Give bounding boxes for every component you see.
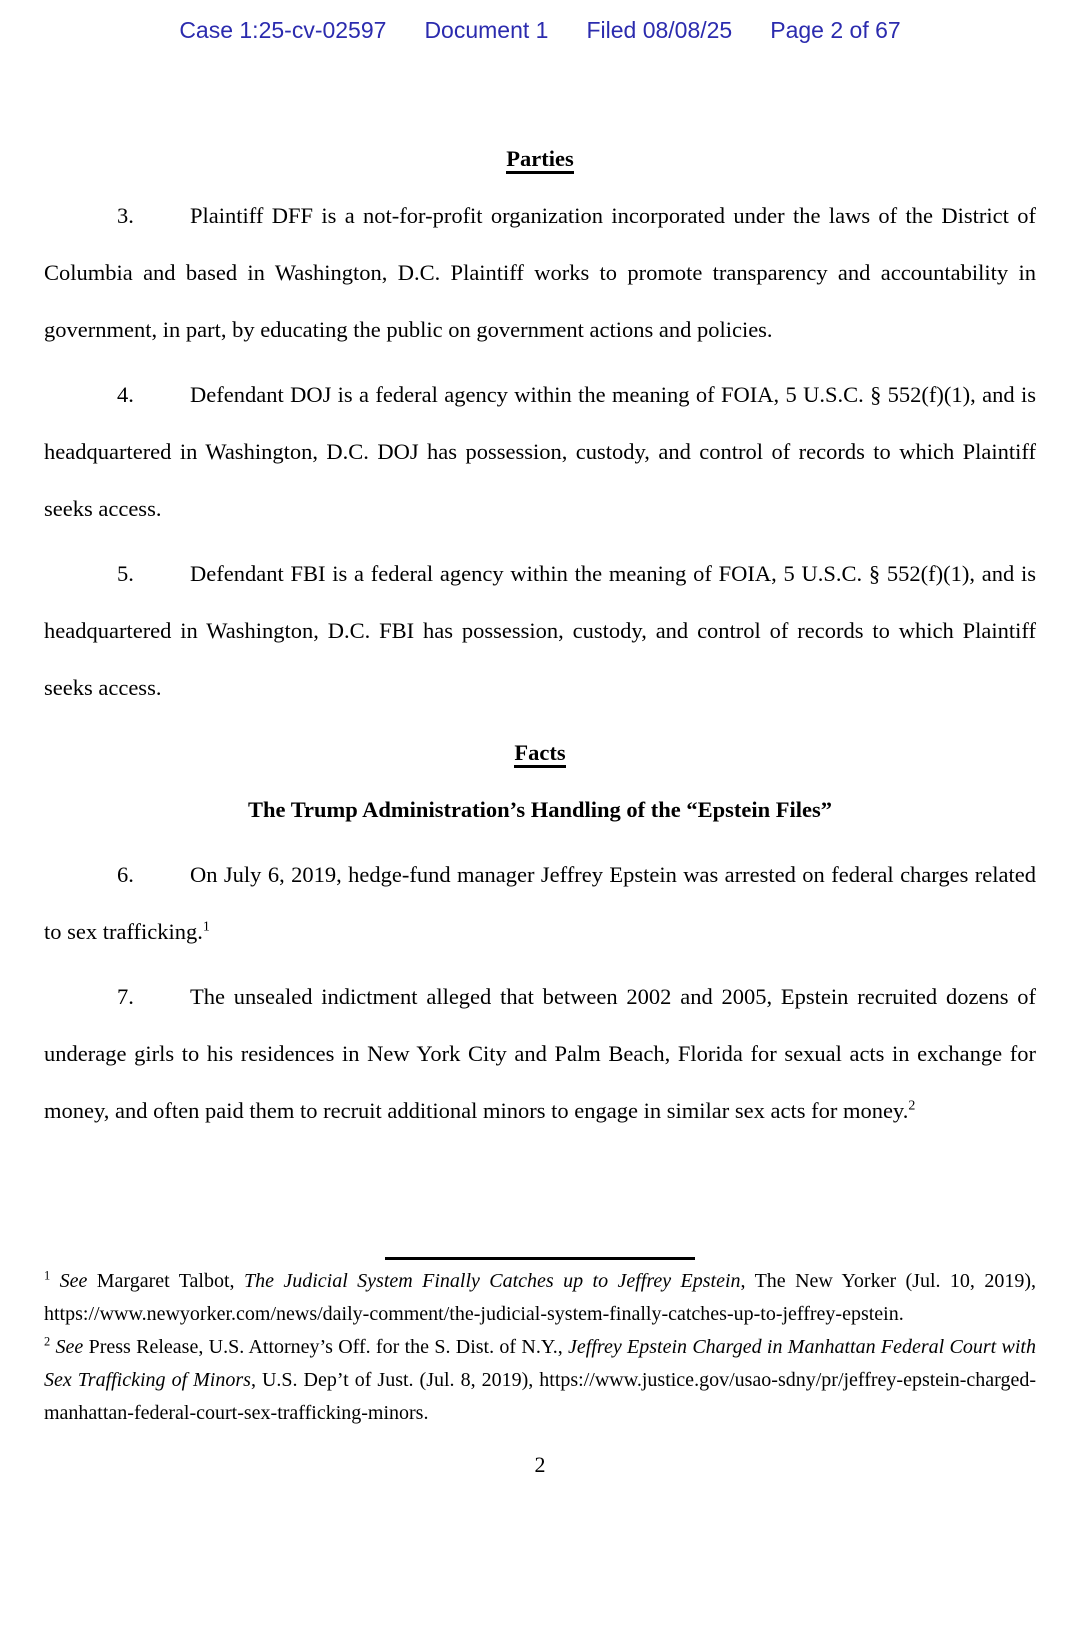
case-number: Case 1:25-cv-02597 (179, 17, 387, 43)
paragraph-number: 7. (117, 984, 134, 1009)
paragraph-7 (44, 968, 1036, 1139)
heading-facts-subheading: The Trump Administration’s Handling of the “Epstein Files” (247, 797, 833, 822)
paragraph-4 (44, 366, 1036, 537)
footnotes-section (44, 1265, 1036, 1430)
heading-parties (44, 130, 1036, 187)
heading-facts (44, 724, 1036, 781)
filed-date: Filed 08/08/25 (586, 17, 733, 43)
document-body (44, 130, 1036, 1479)
paragraph-text: On July 6, 2019, hedge-fund manager Jeffrey Epstein was arrested on federal charges related to sex trafficking.$^1$ (44, 862, 1036, 944)
paragraph-text: Defendant FBI is a federal agency within the meaning of FOIA, 5 U.S.C. § 552(f)(1), and is headquartered in Washington, D.C. FBI has possession, custody, and control of records to which Plaintiff seeks access. (44, 561, 1036, 700)
paragraph-text: The unsealed indictment alleged that between 2002 and 2005, Epstein recruited dozens of underage girls to his residences in New York City and Palm Beach, Florida for sexual acts in exchange for money, and often paid them to recruit additional minors to engage in similar sex acts for money.$^2$ (44, 984, 1036, 1123)
heading-facts-text: Facts (514, 740, 565, 768)
paragraph-text: Plaintiff DFF is a not-for-profit organization incorporated under the laws of the District of Columbia and based in Washington, D.C. Plaintiff works to promote transparency and accountability in government, in part, by educating the public on government actions and policies. (44, 203, 1036, 342)
paragraph-number: 4. (117, 382, 134, 407)
paragraph-number: 6. (117, 862, 134, 887)
paragraph-text: Defendant DOJ is a federal agency within the meaning of FOIA, 5 U.S.C. § 552(f)(1), and is headquartered in Washington, D.C. DOJ has possession, custody, and control of records to which Plaintiff seeks access. (44, 382, 1036, 521)
page-number: 2 (534, 1452, 546, 1477)
paragraph-number: 5. (117, 561, 134, 586)
footnote-1: $^1$ See Margaret Talbot, The Judicial System Finally Catches up to Jeffrey Epstein, The New Yorker (Jul. 10, 2019), https://www.newyorker.com/news/daily-comment/the-judicial-system-finally-catches-up-to-jeffrey-epstein. (44, 1268, 1036, 1325)
paragraph-5 (44, 545, 1036, 716)
paragraph-6 (44, 846, 1036, 960)
court-stamp-header (0, 0, 1080, 44)
paragraph-number: 3. (117, 203, 134, 228)
document-number: Document 1 (424, 17, 549, 43)
footnote-separator (385, 1257, 695, 1260)
page-indicator: Page 2 of 67 (770, 17, 901, 43)
footnote-2: $^2$ See Press Release, U.S. Attorney’s Off. for the S. Dist. of N.Y., Jeffrey Epstein Charged in Manhattan Federal Court with Sex Trafficking of Minors, U.S. Dep’t of Just. (Jul. 8, 2019), https://www.justice.gov/usao-sdny/pr/jeffrey-epstein-charged-manhattan-federal-court-sex-trafficking-minors. (44, 1334, 1036, 1424)
paragraph-3 (44, 187, 1036, 358)
heading-parties-text: Parties (506, 146, 573, 174)
